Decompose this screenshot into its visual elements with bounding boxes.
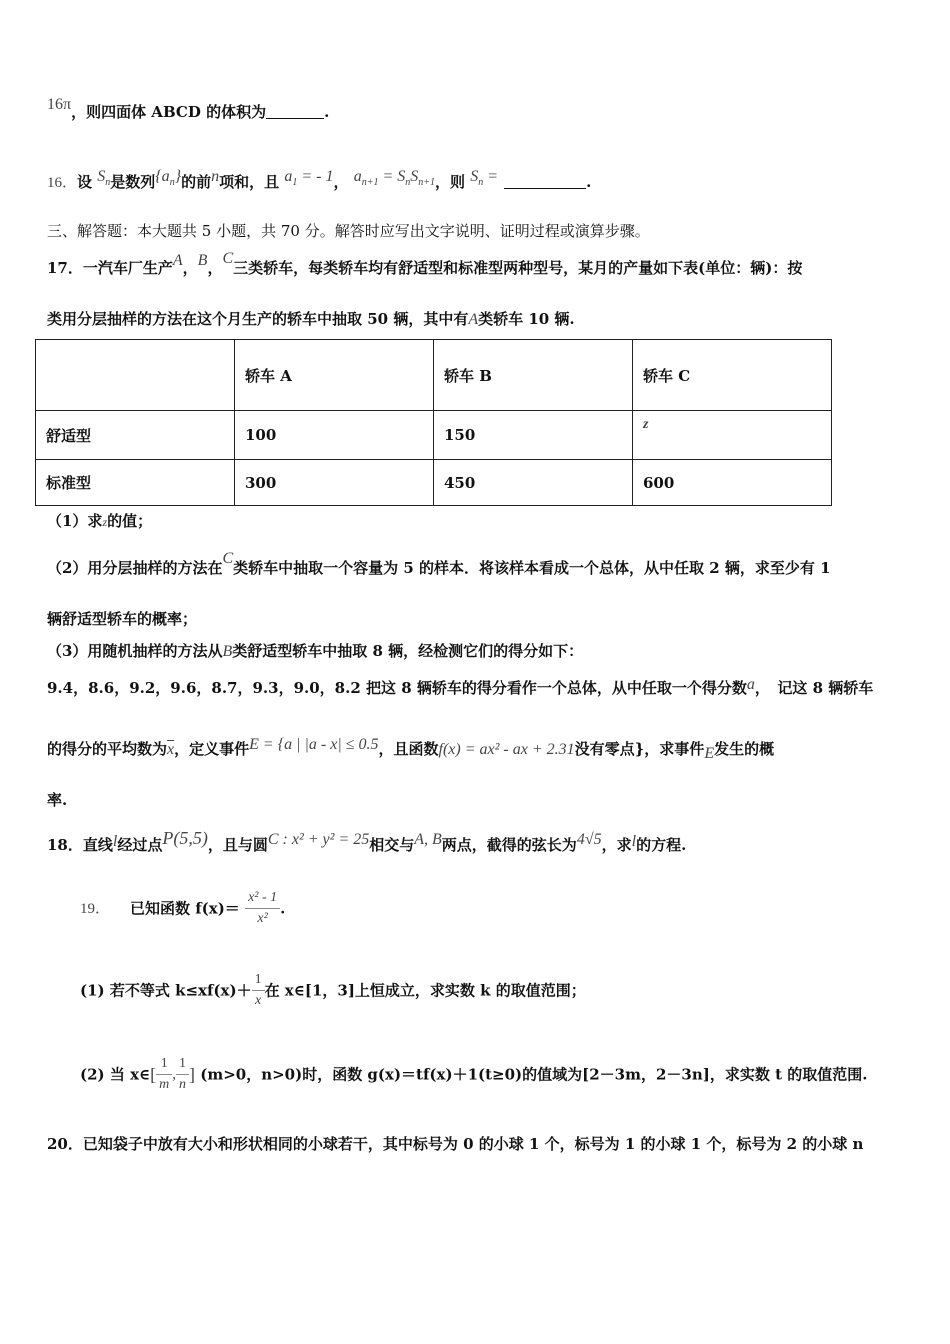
math-sub-n: n [478, 177, 484, 188]
math-sub-1: 1 [292, 177, 298, 188]
q20-line: 20．已知袋子中放有大小和形状相同的小球若干，其中标号为 0 的小球 1 个，标号为 1 的小球 1 个，标号为 2 的小球 n [47, 1135, 864, 1153]
q16-text-2: 是数列 [110, 173, 156, 191]
q17-p3-text-2: 类舒适型轿车中抽取 8 辆，经检测它们的得分如下： [232, 642, 584, 660]
table-cell: 450 [434, 460, 633, 506]
q17-event-text-1: 的得分的平均数为 [47, 740, 168, 758]
q15-tail [47, 96, 330, 123]
q17-text-4: 类轿车 10 辆. [478, 310, 575, 328]
math-C: C [222, 550, 234, 567]
q16-text-5: ，则 [435, 173, 466, 191]
table-cell: 标准型 [36, 460, 235, 506]
fraction-numerator: 1 [156, 1054, 172, 1075]
math-l: l [631, 833, 637, 850]
q17-p1-text: （1）求 [47, 512, 103, 530]
q17-scores-end: ， 记这 8 辆轿车 [754, 679, 874, 697]
q17-part-2 [47, 550, 831, 579]
q17-event-end: 率. [47, 791, 68, 809]
comma: ， [333, 173, 349, 191]
math-function-f: f(x) = ax² - ax + 2.31 [438, 741, 575, 758]
math-an-seq [155, 168, 182, 188]
q18-text-1: 18．直线 [47, 836, 113, 854]
math-A: A [172, 252, 183, 269]
comma: ， [207, 259, 223, 277]
math-eq-1: = - 1 [297, 168, 334, 185]
math-fraction-1-m [156, 1054, 172, 1095]
fraction-denominator: x² [257, 911, 268, 926]
table-header-cell: 轿车 C [633, 340, 832, 411]
q15-text: ，则四面体 ABCD 的体积为 [71, 103, 267, 121]
fraction-denominator: n [179, 1077, 186, 1092]
interval-comma: , [172, 1066, 176, 1083]
table-header-cell: 轿车 A [235, 340, 434, 411]
q18-text-2: 经过点 [117, 836, 163, 854]
math-point-P: P(5,5) [162, 828, 208, 848]
answer-blank [504, 174, 586, 189]
math-xbar: $\overline{x}$ [167, 741, 175, 758]
fraction-numerator: x² - 1 [245, 888, 280, 909]
math-sub-n1: n+1 [418, 177, 436, 188]
q18-text-5: 两点，截得的弦长为 [441, 836, 577, 854]
q19-part-1 [80, 970, 586, 1014]
q19-p2-text-2: (m>0，n>0)时，函数 g(x)＝tf(x)＋1(t≥0)的值域为[2－3m，2－3n]，求实数 t 的取值范围. [195, 1065, 868, 1084]
table-row [36, 460, 832, 506]
math-event-E: E = {a | |a - x| ≤ 0.5 [249, 736, 379, 753]
math-chord-length: 4√5 [576, 831, 602, 848]
table-cell: 300 [235, 460, 434, 506]
math-circle: C : x² + y² = 25 [267, 831, 370, 848]
interval-close-bracket: ] [189, 1064, 195, 1085]
q18-text-7: 的方程. [636, 836, 687, 854]
math-fraction-1-n [176, 1054, 189, 1095]
table-cell: z [633, 411, 832, 460]
q19-text: 已知函数 f(x)＝ [130, 899, 240, 918]
q17-text-2: 三类轿车，每类轿车均有舒适型和标准型两种型号，某月的产量如下表(单位：辆)：按 [233, 259, 803, 277]
math-E: E [704, 745, 715, 762]
math-eq-3: = [483, 168, 499, 185]
q17-event-text-3: ，且函数 [378, 740, 439, 758]
q18-line [47, 828, 687, 856]
q16-text-4: 项和，且 [219, 173, 280, 191]
q17-p3-text: （3）用随机抽样的方法从 [47, 642, 223, 660]
math-a: a [284, 168, 293, 185]
q19-line [80, 888, 285, 932]
q18-text-4: 相交与 [369, 836, 415, 854]
q17-scores-text: 9.4，8.6，9.2，9.6，8.7，9.3，9.0，8.2 把这 8 辆轿车的得分看作一个总体，从中任取一个得分数 [47, 679, 747, 697]
q15-end: . [324, 103, 330, 121]
table-row [36, 411, 832, 460]
math-AB: A, B [414, 831, 442, 848]
math-Sn-eq [470, 168, 499, 188]
comma: ， [182, 259, 198, 277]
math-a: a [746, 676, 755, 693]
math-B: B [197, 252, 208, 269]
q17-text-1: 17．一汽车厂生产 [47, 259, 173, 277]
q19-part-2 [80, 1054, 867, 1098]
math-S: S [470, 168, 479, 185]
q17-text-3: 类用分层抽样的方法在这个月生产的轿车中抽取 50 辆，其中有 [47, 310, 469, 328]
math-16pi: 16π [47, 96, 72, 113]
section-3-heading: 三、解答题：本大题共 5 小题，共 70 分。解答时应写出文字说明、证明过程或演算步骤。 [47, 222, 650, 240]
table-cell: 舒适型 [36, 411, 235, 460]
q17-part-3 [47, 641, 583, 662]
q18-text-6: ，求 [601, 836, 632, 854]
math-A: A [468, 311, 479, 328]
math-fraction-f [245, 888, 280, 929]
math-recurrence [353, 168, 436, 188]
q16-line [47, 168, 592, 199]
math-fraction-1-x [252, 970, 265, 1011]
interval-open-bracket: [ [150, 1064, 157, 1085]
q16-number: 16． [47, 175, 78, 191]
q18-text-3: ，且与圆 [207, 836, 268, 854]
math-a1 [284, 168, 334, 188]
math-sub-n1: n+1 [361, 177, 379, 188]
math-S: S [410, 168, 419, 185]
q17-scores [47, 678, 873, 699]
answer-blank [266, 104, 324, 119]
q17-event-text-5: 发生的概 [714, 740, 775, 758]
q17-part-2-cont: 辆舒适型轿车的概率； [47, 610, 198, 628]
q17-line-2 [47, 309, 575, 330]
fraction-numerator: 1 [252, 970, 265, 991]
q16-text-3: 的前 [181, 173, 212, 191]
math-a: {a [155, 168, 170, 185]
table-cell: 100 [235, 411, 434, 460]
table-header-cell: 轿车 B [434, 340, 633, 411]
math-eq-2: = S [378, 168, 406, 185]
math-B: B [222, 643, 233, 660]
table-cell: 150 [434, 411, 633, 460]
q17-p1-end: 的值； [107, 512, 153, 530]
math-sub-n: n [105, 177, 111, 188]
math-Sn [97, 168, 111, 188]
math-C: C [222, 250, 234, 267]
production-table [35, 339, 832, 506]
math-n: n [211, 168, 220, 185]
table-header-cell [36, 340, 235, 411]
fraction-numerator: 1 [176, 1054, 189, 1075]
math-S: S [97, 168, 106, 185]
table-cell: 600 [633, 460, 832, 506]
q17-p2-text: （2）用分层抽样的方法在 [47, 559, 223, 577]
math-sub-n: n [169, 177, 175, 188]
q17-event-text-4: 没有零点}，求事件 [574, 740, 705, 758]
q17-event-def [47, 736, 775, 762]
fraction-denominator: x [254, 993, 262, 1008]
math-l: l [112, 833, 118, 850]
math-sub-n: n [405, 177, 411, 188]
q19-p1-text-2: 在 x∈[1，3]上恒成立，求实数 k 的取值范围； [264, 981, 586, 1000]
q17-event-text-2: ，定义事件 [174, 740, 250, 758]
table-header-row [36, 340, 832, 411]
q19-p1-text: (1) 若不等式 k≤xf(x)＋ [80, 981, 252, 1000]
q16-end: . [586, 173, 592, 191]
q17-p2-text-2: 类轿车中抽取一个容量为 5 的样本．将该样本看成一个总体，从中任取 2 辆，求至少有 1 [233, 559, 831, 577]
math-z: z [102, 515, 108, 529]
math-brace: } [174, 168, 182, 185]
fraction-denominator: m [159, 1077, 170, 1092]
q19-number: 19． [80, 900, 111, 917]
q16-text-1: 设 [77, 173, 93, 191]
q17-line-1 [47, 250, 803, 279]
math-a: a [353, 168, 362, 185]
q17-part-1 [47, 511, 152, 532]
q19-end: . [280, 899, 286, 918]
q19-p2-text: (2) 当 x∈ [80, 1065, 151, 1084]
